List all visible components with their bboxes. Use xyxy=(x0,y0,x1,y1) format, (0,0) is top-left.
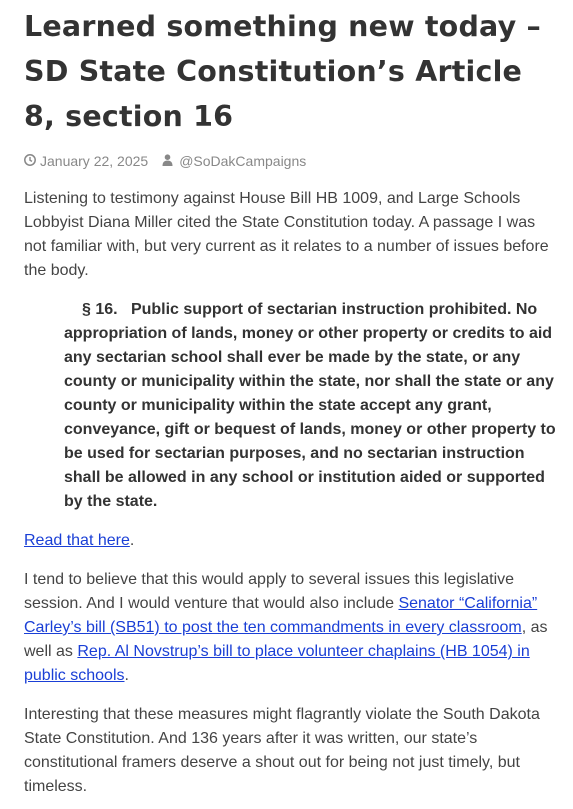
quote-text: Public support of sectarian instruction prohibited. No appropriation of lands, money or other property or credits to aid any sectarian school shall ever be made by the state, or any county or municipality within the state, nor shall the state or any county or municipality within the state accept any grant, conveyance, gift or bequest of lands, money or other property to be used for sectarian purposes, and no sectarian instruction shall be allowed in any school or institution aided or supported by the state. xyxy=(64,301,556,510)
date-item[interactable] xyxy=(24,153,148,169)
hb1054-link[interactable]: Rep. Al Novstrup’s bill to place volunteer chaplains (HB 1054) in public schools xyxy=(24,643,530,684)
section-number: § 16. xyxy=(82,301,118,318)
article xyxy=(24,0,558,799)
article-meta xyxy=(24,151,558,171)
read-that-here-link[interactable]: Read that here xyxy=(24,532,130,549)
read-suffix: . xyxy=(129,532,135,549)
bills-end: . xyxy=(124,667,129,684)
read-paragraph xyxy=(24,529,558,553)
post-author: @SoDakCampaigns xyxy=(179,153,307,169)
article-title: Learned something new today – SD State Constitution’s Article 8, section 16 xyxy=(24,10,541,133)
clock-icon xyxy=(24,153,36,169)
post-date: January 22, 2025 xyxy=(40,153,149,169)
author-item[interactable] xyxy=(162,153,306,169)
constitution-quote xyxy=(64,298,558,514)
bills-middle: , as well as xyxy=(24,619,548,660)
intro-paragraph: Listening to testimony against House Bill HB 1009, and Large Schools Lobbyist Diana Miller cited the State Constitution today. A passage I was not familiar with, but very current as it relates to a number of issues before the body. xyxy=(24,190,549,279)
bills-lead: I tend to believe that this would apply to several issues this legislative session. And I would venture that would also include xyxy=(24,571,515,612)
closing-paragraph: Interesting that these measures might flagrantly violate the South Dakota State Constitution. And 136 years after it was written, our state’s constitutional framers deserve a shout out for being not just timely, but timeless. xyxy=(24,706,540,795)
sb51-link[interactable]: Senator “California” Carley’s bill (SB51) to post the ten commandments in every classroom xyxy=(24,595,538,636)
user-icon xyxy=(162,153,173,169)
bills-paragraph xyxy=(24,568,558,688)
